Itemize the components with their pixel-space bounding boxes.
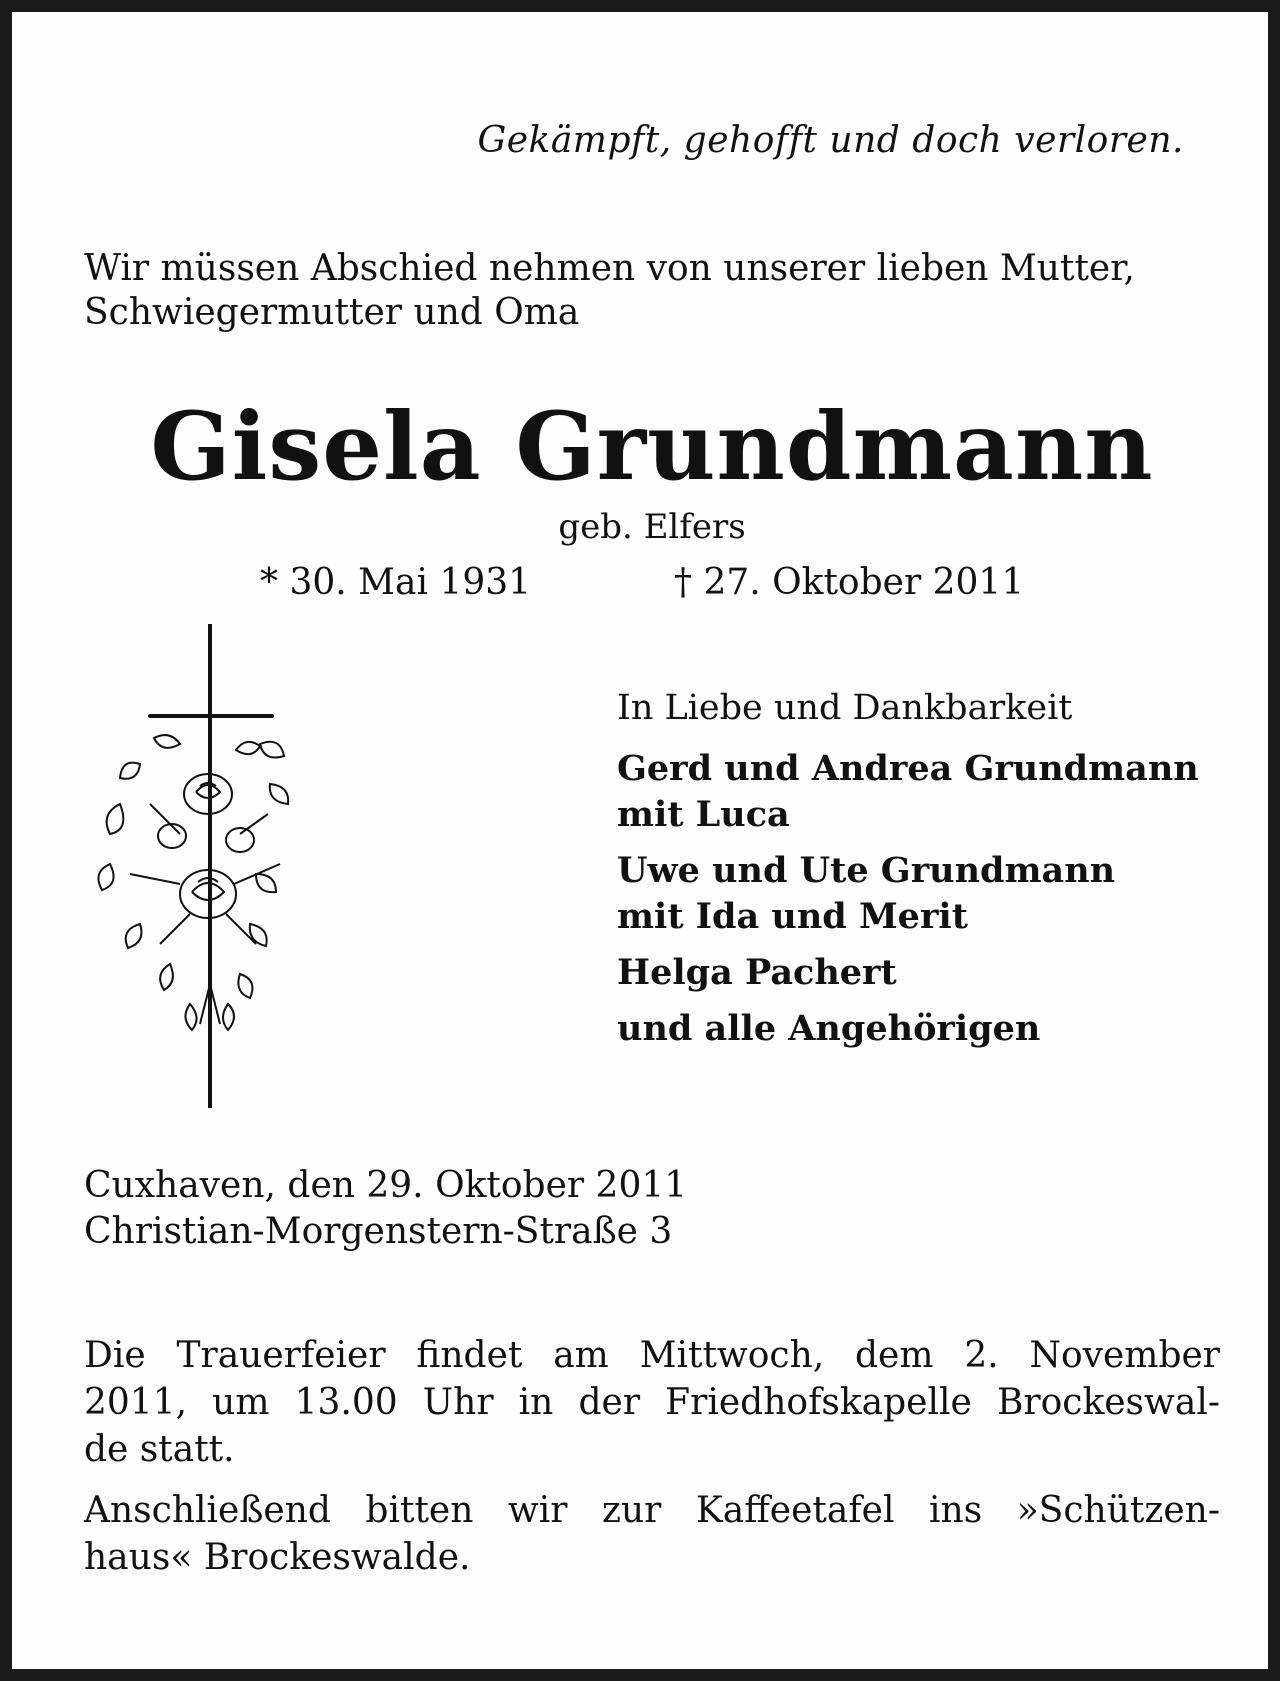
motto: Gekämpft, gehofft und doch verloren. (477, 120, 1184, 161)
reception-line-1: Anschließend bitten wir zur Kaffeetafel ins »Schützen- (84, 1490, 1220, 1531)
death-date: † 27. Oktober 2011 (674, 562, 1025, 603)
reception-line-2: haus« Brockeswalde. (84, 1537, 471, 1578)
mourner-line: Uwe und Ute Grundmann (617, 850, 1116, 891)
mourners-lead: In Liebe und Dankbarkeit (617, 688, 1073, 728)
intro-line-1: Wir müssen Abschied nehmen von unserer lieben Mutter, (84, 248, 1135, 289)
intro-text (84, 247, 1224, 335)
birth-date: * 30. Mai 1931 (260, 562, 532, 603)
funeral-service-text (84, 1332, 1220, 1473)
place-date: Cuxhaven, den 29. Oktober 2011 (84, 1165, 688, 1206)
intro-line-2: Schwiegermutter und Oma (84, 292, 580, 333)
mourners-block (617, 688, 1237, 1062)
cross-with-roses-icon (80, 624, 312, 1108)
mourner-group (617, 1006, 1237, 1052)
mourner-group (617, 746, 1237, 838)
mourner-group (617, 950, 1237, 996)
reception-text (84, 1487, 1220, 1581)
service-line-2: 2011, um 13.00 Uhr in der Friedhofskapelle Brockeswal- (84, 1382, 1220, 1423)
service-line-1: Die Trauerfeier findet am Mittwoch, dem 2. November (84, 1335, 1220, 1376)
place-and-address (84, 1163, 687, 1255)
mourner-line: Gerd und Andrea Grundmann (617, 748, 1199, 789)
deceased-name: Gisela Grundmann (150, 392, 1154, 502)
mourner-group (617, 848, 1237, 940)
mourner-line: mit Ida und Merit (617, 896, 968, 937)
mourner-line: und alle Angehörigen (617, 1008, 1041, 1049)
mourner-line: Helga Pachert (617, 952, 897, 993)
birth-name: geb. Elfers (558, 507, 746, 547)
mourner-line: mit Luca (617, 794, 790, 835)
address: Christian-Morgenstern-Straße 3 (84, 1211, 673, 1252)
service-line-3: de statt. (84, 1429, 235, 1470)
